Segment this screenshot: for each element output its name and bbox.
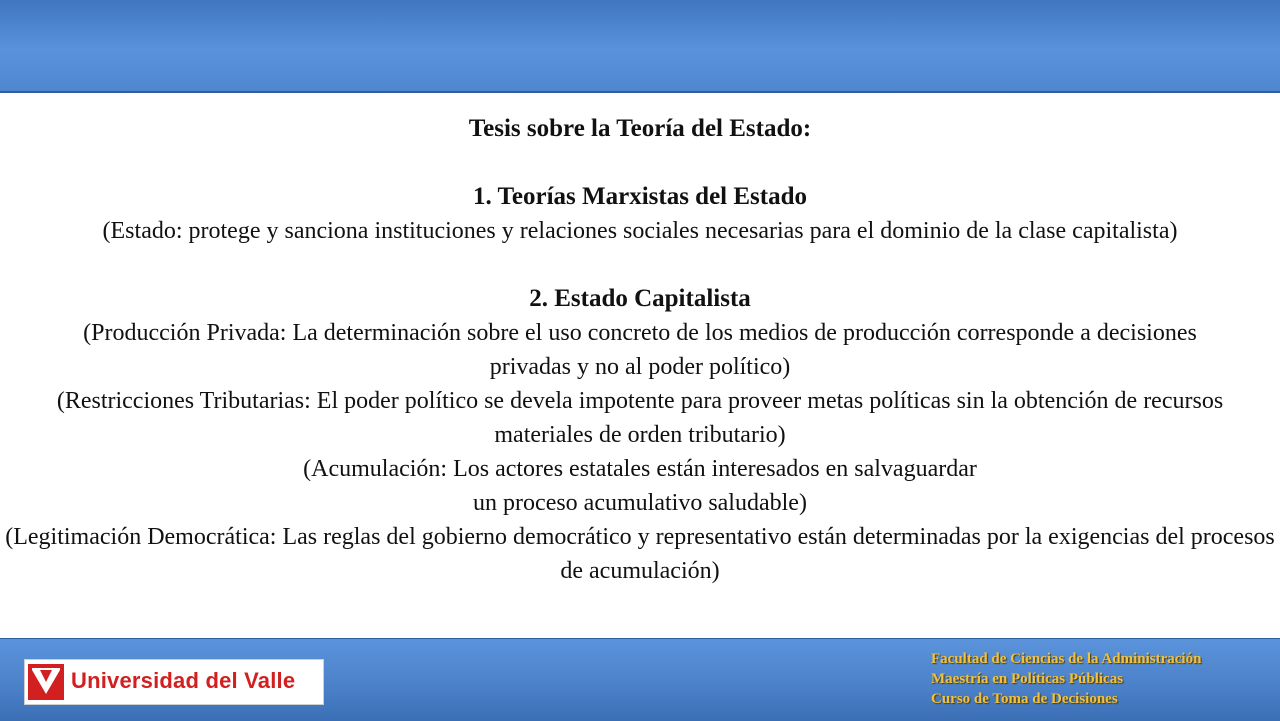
footer-info (931, 649, 1276, 709)
university-logo (24, 659, 324, 705)
section-2-item-restricciones: (Restricciones Tributarias: El poder político se devela impotente para proveer metas políticas sin la obtención de recursos materiales de orden tributario) (56, 388, 1224, 448)
section-1-heading: 1. Teorías Marxistas del Estado (472, 183, 808, 210)
section-1-text: (Estado: protege y sanciona instituciones y relaciones sociales necesarias para el dominio de la clase capitalista) (102, 218, 1178, 244)
univalle-logo-icon (28, 664, 64, 700)
section-2-item-acumulacion-cont: un proceso acumulativo saludable) (473, 490, 807, 516)
section-2-item-legitimacion: (Legitimación Democrática: Las reglas del gobierno democrático y representativo están determinadas por la exigencias del procesos de acumulación) (5, 524, 1275, 584)
section-2-item-produccion: (Producción Privada: La determinación sobre el uso concreto de los medios de producción corresponde a decisiones privadas y no al poder político) (83, 320, 1197, 380)
university-name: Universidad del Valle (71, 668, 296, 693)
footer-program: Maestría en Políticas Públicas (931, 671, 1124, 687)
slide-content (0, 112, 1280, 588)
footer-band (0, 638, 1280, 721)
section-2-item-acumulacion: (Acumulación: Los actores estatales están interesados en salvaguardar (303, 456, 977, 482)
section-2-heading: 2. Estado Capitalista (529, 285, 751, 312)
slide-title: Tesis sobre la Teoría del Estado: (468, 115, 812, 142)
footer-faculty: Facultad de Ciencias de la Administración (931, 651, 1202, 667)
header-band (0, 0, 1280, 93)
footer-course: Curso de Toma de Decisiones (931, 691, 1118, 707)
